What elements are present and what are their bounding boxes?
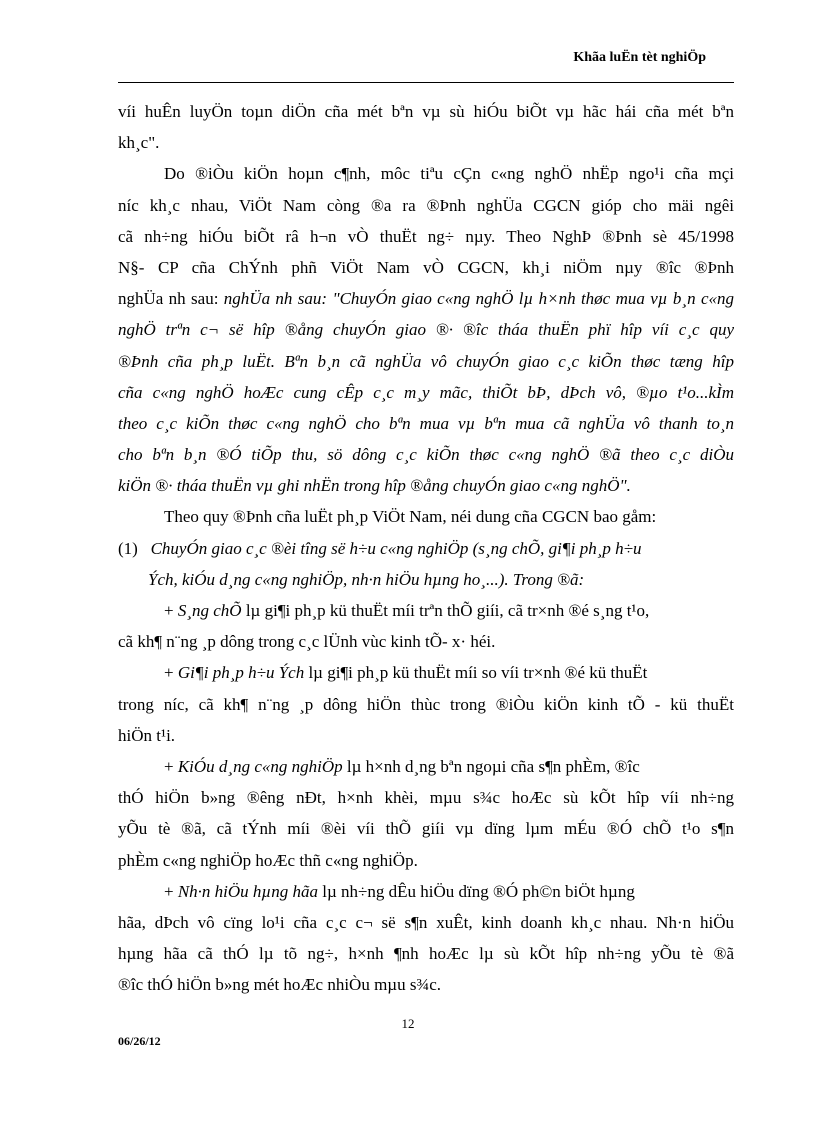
term: Gi¶i ph¸p h÷u Ých [177, 663, 305, 683]
text-line: hµng hãa cã thÓ lµ tõ ng÷, h×nh ¶nh hoÆc lµ sù kÕt hîp nh÷ng yÕu tè ®ã [118, 944, 734, 964]
text-line: phÈm c«ng nghiÖp hoÆc thñ c«ng nghiÖp. [118, 850, 418, 870]
text-line [118, 564, 734, 595]
text-line: cã nh÷ng hiÓu biÕt râ h¬n vÒ thuËt ng÷ nµy. Theo NghÞ ®Þnh sè 45/1998 [118, 226, 734, 246]
text-line: trong níc, cã kh¶ n¨ng ¸p dông hiÖn thùc trong ®iÒu kiÖn kinh tÕ - kü thuËt [118, 694, 734, 714]
term: KiÓu d¸ng c«ng nghiÖp [177, 756, 343, 776]
text-line: ®Þnh cña ph¸p luËt. Bªn b¸n cã nghÜa vô chuyÓn giao c¸c kiÕn thøc tæng hîp [118, 351, 734, 371]
text-line: thÓ hiÖn b»ng ®êng nÐt, h×nh khèi, mµu s¾c hoÆc sù kÕt hîp víi nh÷ng [118, 788, 734, 808]
bullet-plus: + [164, 756, 174, 776]
footer-date: 06/26/12 [118, 1034, 161, 1048]
text-line: hiÖn t¹i. [118, 725, 176, 745]
term: S¸ng chÕ [177, 601, 242, 620]
text-line: víi huÊn luyÖn toµn diÖn cña mét bªn vµ sù hiÓu biÕt vµ hãc hái cña mét bªn [118, 102, 734, 121]
definition-line [118, 876, 734, 907]
definition-text: lµ nh÷ng dÊu hiÖu dïng ®Ó ph©n biÖt hµng [322, 881, 635, 901]
definition-text: lµ h×nh d¸ng bªn ngoµi cña s¶n phÈm, ®îc [346, 756, 640, 776]
bullet-plus: + [164, 663, 174, 683]
header-rule [118, 82, 734, 83]
list-number: (1) [118, 538, 138, 558]
list-item [118, 533, 734, 564]
page-number: 12 [401, 1016, 415, 1031]
definition-line [118, 751, 734, 782]
text-line: níc kh¸c nhau, ViÖt Nam còng ®a ra ®Þnh nghÜa CGCN gióp cho mäi ngêi [118, 195, 734, 215]
text-line: cho bªn b¸n ®Ó tiÕp thu, sö dông c¸c kiÕn thøc c«ng nghÖ ®ã theo c¸c diÒu [118, 445, 734, 465]
text-line: nghÜa nh sau: "ChuyÓn giao c«ng nghÖ lµ h×nh thøc mua vµ b¸n c«ng [223, 289, 734, 309]
bullet-plus: + [164, 601, 174, 620]
definition-text: lµ gi¶i ph¸p kü thuËt míi so víi tr×nh ®é kü thuËt [308, 663, 648, 683]
text-line: Do ®iÒu kiÖn hoµn c¶nh, môc tiªu cÇn c«ng nghÖ nhËp ngo¹i cña mçi [164, 164, 734, 184]
term: Nh·n hiÖu hµng hãa [177, 881, 318, 901]
document-body [118, 96, 734, 1000]
text-line: hãa, dÞch vô cïng lo¹i cña c¸c c¬ së s¶n xuÊt, kinh doanh kh¸c nhau. Nh·n hiÖu [118, 912, 734, 932]
bullet-plus: + [164, 881, 174, 901]
text-line: nghÜa nh sau: nghÜa nh sau: "ChuyÓn giao c«ng nghÖ lµ h×nh thøc mua vµ b¸n c«ng [118, 289, 734, 309]
definition-line [118, 657, 734, 688]
definition-text: lµ gi¶i ph¸p kü thuËt míi trªn thÕ giíi, cã tr×nh ®é s¸ng t¹o, [245, 601, 650, 620]
text-line: theo c¸c kiÕn thøc c«ng nghÖ cho bªn mua vµ bªn mua cã nghÜa vô thanh to¸n [118, 413, 734, 433]
text-line: Theo quy ®Þnh cña luËt ph¸p ViÖt Nam, néi dung cña CGCN bao gåm: [164, 507, 657, 527]
text-line: nghÖ trªn c¬ së hîp ®ång chuyÓn giao ®· ®îc tháa thuËn phï hîp víi c¸c quy [118, 320, 734, 340]
definition-line [118, 595, 734, 626]
text-line: kiÖn ®· tháa thuËn vµ ghi nhËn trong hîp ®ång chuyÓn giao c«ng nghÖ". [118, 476, 631, 496]
text-line: yÕu tè ®ã, cã tÝnh míi ®èi víi thÕ giíi vµ dïng lµm mÉu ®Ó chÕ t¹o s¶n [118, 819, 734, 839]
list-item-text: ChuyÓn giao c¸c ®èi tîng së h÷u c«ng nghiÖp (s¸ng chÕ, gi¶i ph¸p h÷u [150, 538, 642, 558]
text-line: cã kh¶ n¨ng ¸p dông trong c¸c lÜnh vùc kinh tÕ- x· héi. [118, 632, 496, 652]
text-line: ®îc thÓ hiÖn b»ng mét hoÆc nhiÒu mµu s¾c. [118, 975, 442, 995]
running-header-title: Khãa luËn tèt nghiÖp [573, 50, 706, 65]
list-item-continuation: Ých, kiÓu d¸ng c«ng nghiÖp, nh·n hiÖu hµng ho¸...). Trong ®ã: [148, 569, 585, 589]
text-line: kh¸c". [118, 133, 160, 153]
text-line: cña c«ng nghÖ hoÆc cung cÊp c¸c m¸y mãc, thiÕt bÞ, dÞch vô, ®µo t¹o...kÌm [118, 382, 734, 402]
text-line: N§- CP cña ChÝnh phñ ViÖt Nam vÒ CGCN, kh¸i niÖm nµy ®îc ®Þnh [118, 257, 734, 277]
